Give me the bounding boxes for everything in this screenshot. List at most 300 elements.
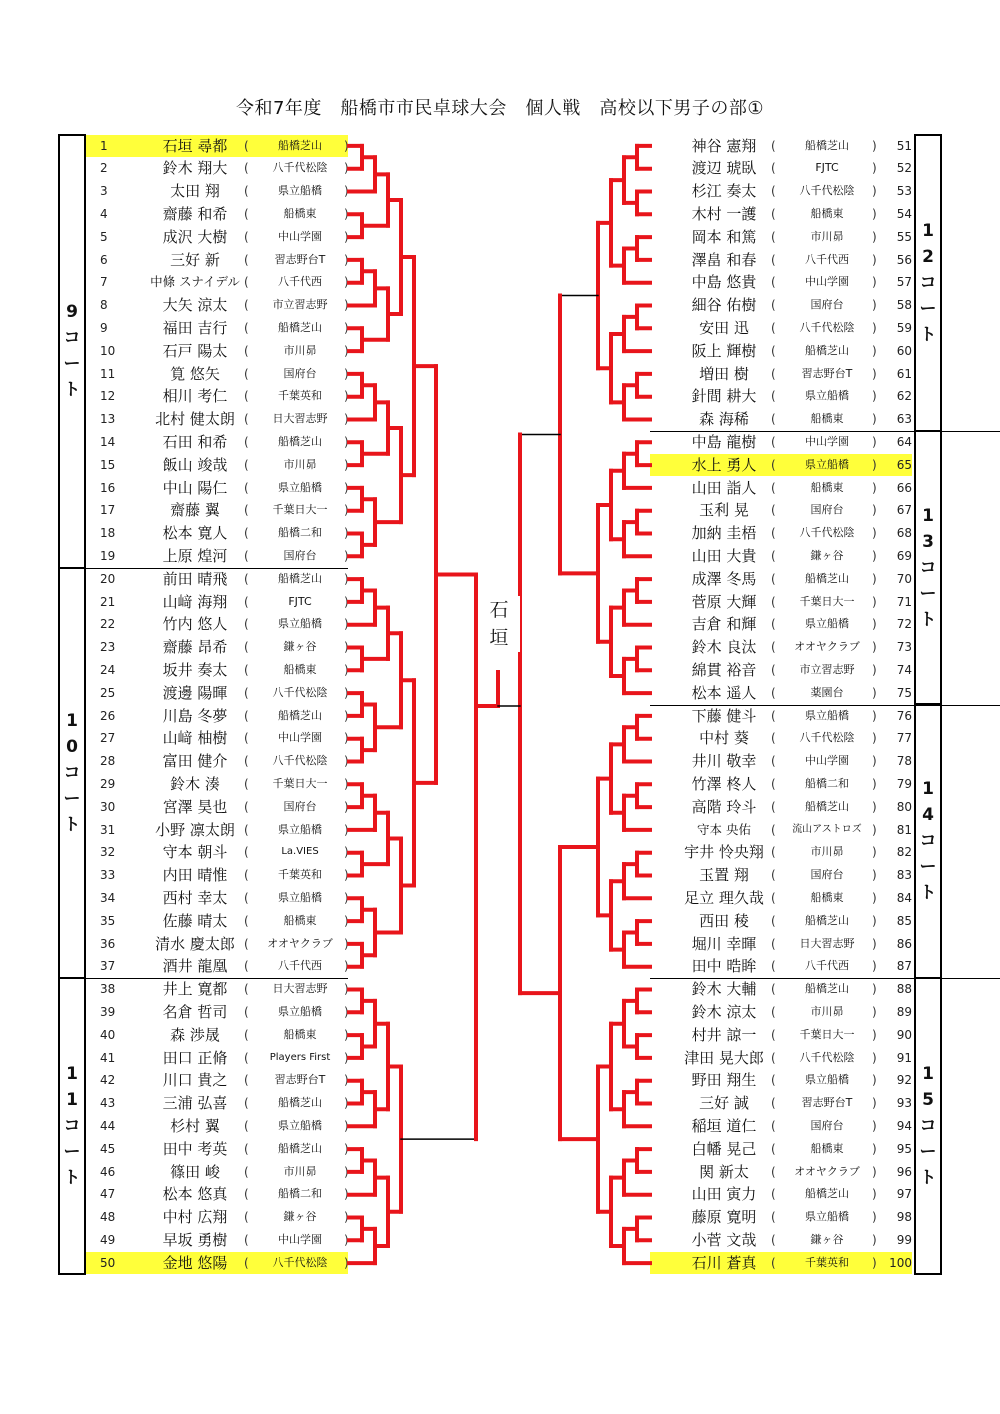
paren-close: )	[872, 1096, 877, 1111]
player-number: 45	[100, 1141, 116, 1156]
player-name: 高階 玲斗	[691, 797, 757, 816]
player-team: 県立船橋	[805, 457, 849, 471]
player-team: 中山学園	[278, 731, 322, 745]
paren-open: (	[771, 959, 776, 974]
paren-open: (	[771, 206, 776, 221]
player-team: 船橋芝山	[278, 1141, 322, 1155]
paren-close: )	[872, 1050, 877, 1065]
paren-close: )	[344, 571, 349, 586]
player-team: 習志野台T	[801, 366, 853, 380]
court-label-char: コ	[919, 557, 937, 578]
player-team: 千葉日大一	[272, 503, 328, 517]
player-name: 中村 葵	[699, 729, 749, 748]
player-name: 小野 凛太朗	[155, 820, 235, 839]
champion-label	[478, 596, 520, 652]
paren-open: (	[771, 868, 776, 883]
player-name: 山田 詣人	[691, 478, 757, 497]
player-team: 八千代西	[805, 959, 849, 973]
paren-close: )	[344, 252, 349, 267]
player-number: 6	[100, 252, 108, 267]
player-team: 船橋東	[283, 1027, 317, 1041]
player-team: 県立船橋	[805, 389, 849, 403]
player-team: オオヤクラブ	[267, 936, 333, 950]
player-name: 井川 敬幸	[691, 752, 757, 771]
player-team: 八千代松陰	[272, 161, 328, 175]
player-name: 福田 吉行	[162, 318, 228, 337]
paren-open: (	[771, 845, 776, 860]
court-label-char: ト	[63, 380, 81, 401]
player-number: 9	[100, 320, 108, 335]
court-label-char: ー	[63, 354, 81, 375]
player-team: 市川昴	[283, 457, 317, 471]
champion-char: 石	[489, 599, 509, 621]
paren-open: (	[244, 959, 249, 974]
paren-open: (	[244, 434, 249, 449]
player-team: 鎌ヶ谷	[283, 1210, 317, 1224]
player-team: 船橋東	[810, 1141, 844, 1155]
paren-open: (	[771, 594, 776, 609]
paren-close: )	[872, 320, 877, 335]
player-name: 金地 悠陽	[162, 1253, 228, 1272]
paren-open: (	[771, 1141, 776, 1156]
player-name: 関 新太	[699, 1162, 749, 1181]
player-team: 市川昴	[283, 1164, 317, 1178]
paren-close: )	[344, 389, 349, 404]
player-name: 中村 広翔	[162, 1208, 228, 1227]
player-team: 習志野台T	[274, 1073, 326, 1087]
player-number: 67	[896, 503, 912, 518]
player-name: 藤原 寛明	[691, 1208, 757, 1227]
court-label-char: 0	[66, 736, 78, 757]
paren-close: )	[344, 982, 349, 997]
player-team: 千葉日大一	[272, 776, 328, 790]
player-team: 船橋芝山	[805, 799, 849, 813]
player-name: 上原 煌河	[162, 546, 228, 565]
paren-close: )	[344, 480, 349, 495]
player-name: 稲垣 道仁	[691, 1116, 757, 1135]
paren-close: )	[872, 1255, 877, 1270]
player-number: 21	[100, 594, 116, 609]
paren-open: (	[244, 1187, 249, 1202]
player-team: 国府台	[810, 868, 844, 882]
court-label-char: 1	[922, 505, 934, 526]
player-name: 増田 樹	[699, 364, 749, 383]
player-name: 宇井 怜央翔	[684, 843, 764, 862]
paren-open: (	[244, 229, 249, 244]
paren-open: (	[771, 526, 776, 541]
player-team: 船橋二和	[278, 1187, 322, 1201]
player-number: 48	[100, 1210, 116, 1225]
paren-open: (	[244, 754, 249, 769]
player-team: La.VIES	[281, 846, 319, 858]
paren-open: (	[244, 1073, 249, 1088]
court-label-char: 1	[922, 779, 934, 800]
player-team: 船橋芝山	[805, 1187, 849, 1201]
paren-open: (	[244, 845, 249, 860]
player-number: 78	[896, 754, 912, 769]
paren-close: )	[344, 138, 349, 153]
paren-open: (	[244, 640, 249, 655]
paren-close: )	[872, 457, 877, 472]
player-name: 針間 耕大	[691, 387, 757, 406]
player-number: 42	[100, 1073, 116, 1088]
paren-open: (	[244, 480, 249, 495]
player-number: 65	[896, 457, 912, 472]
player-team: 八千代松陰	[799, 184, 855, 198]
paren-open: (	[771, 343, 776, 358]
player-name: 小菅 文哉	[691, 1230, 757, 1249]
player-number: 91	[896, 1050, 912, 1065]
player-name: 綿貫 裕音	[691, 660, 757, 679]
paren-open: (	[244, 252, 249, 267]
paren-close: )	[872, 1004, 877, 1019]
player-name: 竹内 悠人	[162, 615, 228, 634]
paren-open: (	[771, 389, 776, 404]
paren-close: )	[872, 252, 877, 267]
player-name: 野田 翔生	[691, 1071, 757, 1090]
player-number: 22	[100, 617, 116, 632]
paren-close: )	[872, 526, 877, 541]
paren-close: )	[344, 412, 349, 427]
paren-open: (	[771, 320, 776, 335]
player-number: 41	[100, 1050, 116, 1065]
paren-close: )	[344, 662, 349, 677]
paren-open: (	[771, 412, 776, 427]
paren-open: (	[244, 457, 249, 472]
player-name: 清水 慶太郎	[155, 934, 235, 953]
player-number: 97	[896, 1187, 912, 1202]
player-name: 菅原 大輝	[691, 592, 757, 611]
paren-open: (	[244, 412, 249, 427]
paren-open: (	[771, 1255, 776, 1270]
court-label-char: 1	[922, 1064, 934, 1085]
player-team: 八千代西	[278, 959, 322, 973]
player-team: 八千代西	[805, 252, 849, 266]
player-team: 市川昴	[810, 1004, 844, 1018]
paren-close: )	[872, 640, 877, 655]
paren-close: )	[344, 1073, 349, 1088]
player-team: 国府台	[810, 503, 844, 517]
paren-open: (	[771, 252, 776, 267]
paren-open: (	[244, 1232, 249, 1247]
paren-open: (	[771, 936, 776, 951]
player-number: 52	[896, 161, 912, 176]
paren-close: )	[344, 959, 349, 974]
paren-open: (	[771, 640, 776, 655]
paren-close: )	[344, 434, 349, 449]
player-number: 49	[100, 1232, 116, 1247]
paren-close: )	[872, 1073, 877, 1088]
player-name: 石川 蒼真	[691, 1253, 757, 1272]
player-name: 鈴木 大輔	[691, 980, 757, 999]
player-name: 白幡 晃己	[691, 1139, 757, 1158]
paren-close: )	[872, 913, 877, 928]
paren-close: )	[344, 206, 349, 221]
court-label-char: ト	[919, 324, 937, 345]
paren-open: (	[771, 662, 776, 677]
player-name: 佐藤 晴太	[162, 911, 228, 930]
page-title: 令和7年度 船橋市市民卓球大会 個人戦 高校以下男子の部①	[235, 98, 765, 119]
player-number: 37	[100, 959, 116, 974]
paren-open: (	[771, 298, 776, 313]
player-number: 88	[896, 982, 912, 997]
player-number: 71	[896, 594, 912, 609]
paren-open: (	[244, 1118, 249, 1133]
paren-open: (	[244, 890, 249, 905]
player-number: 17	[100, 503, 116, 518]
court-label-char: ト	[63, 814, 81, 835]
player-number: 89	[896, 1004, 912, 1019]
player-number: 2	[100, 161, 108, 176]
player-team: オオヤクラブ	[794, 640, 860, 654]
player-number: 79	[896, 776, 912, 791]
player-number: 56	[896, 252, 912, 267]
paren-open: (	[771, 503, 776, 518]
player-team: 市川昴	[810, 229, 844, 243]
paren-open: (	[771, 1187, 776, 1202]
paren-close: )	[344, 1096, 349, 1111]
player-name: 守本 央佑	[697, 821, 751, 837]
player-team: 千葉英和	[278, 868, 322, 882]
player-name: 山田 寅力	[691, 1185, 757, 1204]
paren-open: (	[771, 434, 776, 449]
paren-open: (	[771, 480, 776, 495]
player-number: 61	[896, 366, 912, 381]
player-number: 70	[896, 571, 912, 586]
paren-close: )	[344, 298, 349, 313]
player-number: 1	[100, 138, 108, 153]
player-name: 齋藤 和希	[162, 204, 228, 223]
paren-open: (	[771, 457, 776, 472]
player-team: 市立習志野	[272, 298, 328, 312]
court-label-char: ト	[919, 1168, 937, 1189]
player-name: 富田 健介	[162, 752, 228, 771]
player-team: 船橋芝山	[278, 434, 322, 448]
player-name: 中條 スナイデル	[150, 274, 240, 290]
player-team: 船橋芝山	[278, 1096, 322, 1110]
player-team: 船橋芝山	[805, 571, 849, 585]
paren-close: )	[872, 298, 877, 313]
player-name: 篠田 峻	[170, 1162, 220, 1181]
paren-close: )	[872, 1232, 877, 1247]
paren-open: (	[244, 822, 249, 837]
player-team: 中山学園	[278, 1232, 322, 1246]
paren-open: (	[244, 594, 249, 609]
paren-close: )	[872, 731, 877, 746]
player-team: 県立船橋	[278, 1004, 322, 1018]
paren-close: )	[344, 731, 349, 746]
player-number: 43	[100, 1096, 116, 1111]
paren-close: )	[872, 890, 877, 905]
player-number: 18	[100, 526, 116, 541]
court-label-char: 9	[66, 302, 78, 323]
player-team: 県立船橋	[278, 184, 322, 198]
paren-close: )	[872, 389, 877, 404]
paren-close: )	[872, 822, 877, 837]
paren-close: )	[344, 799, 349, 814]
player-team: 八千代松陰	[799, 320, 855, 334]
player-name: 田口 正脩	[162, 1048, 228, 1067]
paren-open: (	[244, 343, 249, 358]
paren-close: )	[344, 503, 349, 518]
player-number: 29	[100, 776, 116, 791]
player-name: 森 渉晟	[170, 1025, 220, 1044]
player-name: 松本 遥人	[691, 683, 757, 702]
player-team: 国府台	[810, 1118, 844, 1132]
player-number: 47	[100, 1187, 116, 1202]
player-team: 習志野台T	[274, 252, 326, 266]
paren-close: )	[872, 708, 877, 723]
player-team: 船橋芝山	[278, 708, 322, 722]
player-name: 名倉 哲司	[162, 1002, 228, 1021]
player-name: 太田 翔	[170, 182, 220, 201]
paren-close: )	[872, 138, 877, 153]
player-number: 8	[100, 298, 108, 313]
paren-close: )	[872, 1210, 877, 1225]
paren-open: (	[771, 617, 776, 632]
paren-open: (	[244, 298, 249, 313]
player-name: 細谷 佑樹	[691, 296, 757, 315]
player-number: 35	[100, 913, 116, 928]
paren-close: )	[344, 594, 349, 609]
player-name: 石垣 尋都	[162, 136, 228, 155]
player-number: 36	[100, 936, 116, 951]
player-name: 井上 寛都	[162, 980, 228, 999]
court-label-char: コ	[919, 1116, 937, 1137]
player-team: 船橋芝山	[278, 571, 322, 585]
paren-close: )	[344, 161, 349, 176]
player-name: 山田 大貴	[691, 546, 757, 565]
player-name: 鈴木 良汰	[691, 638, 757, 657]
paren-close: )	[872, 1141, 877, 1156]
player-number: 81	[896, 822, 912, 837]
paren-close: )	[872, 1187, 877, 1202]
player-number: 32	[100, 845, 116, 860]
paren-close: )	[872, 617, 877, 632]
court-label-char: コ	[63, 328, 81, 349]
paren-close: )	[344, 685, 349, 700]
player-number: 98	[896, 1210, 912, 1225]
player-name: 前田 晴飛	[162, 569, 228, 588]
player-name: 杉村 翼	[170, 1116, 220, 1135]
court-label-char: ー	[919, 857, 937, 878]
player-team: 船橋芝山	[805, 138, 849, 152]
player-name: 山﨑 海翔	[162, 592, 228, 611]
player-name: 川島 冬夢	[162, 706, 228, 725]
paren-open: (	[771, 890, 776, 905]
player-team: 八千代西	[278, 275, 322, 289]
paren-open: (	[244, 1004, 249, 1019]
player-number: 7	[100, 275, 108, 290]
player-name: 森 海稀	[699, 410, 749, 429]
paren-open: (	[771, 822, 776, 837]
paren-close: )	[344, 366, 349, 381]
player-number: 51	[896, 138, 912, 153]
paren-close: )	[344, 1141, 349, 1156]
paren-close: )	[344, 457, 349, 472]
player-number: 84	[896, 890, 912, 905]
player-number: 53	[896, 184, 912, 199]
paren-open: (	[771, 799, 776, 814]
paren-close: )	[872, 776, 877, 791]
paren-close: )	[872, 366, 877, 381]
paren-close: )	[872, 571, 877, 586]
player-number: 20	[100, 571, 116, 586]
player-team: 船橋東	[810, 890, 844, 904]
player-team: 日大習志野	[799, 936, 855, 950]
player-number: 27	[100, 731, 116, 746]
player-name: 竹澤 柊人	[691, 774, 757, 793]
paren-open: (	[771, 1027, 776, 1042]
paren-close: )	[344, 343, 349, 358]
player-team: 日大習志野	[272, 982, 328, 996]
player-number: 62	[896, 389, 912, 404]
player-name: 相川 考仁	[162, 387, 228, 406]
player-number: 19	[100, 548, 116, 563]
paren-close: )	[872, 206, 877, 221]
paren-open: (	[244, 1210, 249, 1225]
paren-close: )	[872, 1027, 877, 1042]
player-number: 46	[100, 1164, 116, 1179]
player-team: 船橋東	[810, 206, 844, 220]
paren-close: )	[872, 662, 877, 677]
player-name: 中山 陽仁	[162, 478, 228, 497]
player-team: 県立船橋	[805, 1210, 849, 1224]
paren-open: (	[244, 617, 249, 632]
player-team: 中山学園	[278, 229, 322, 243]
paren-close: )	[344, 708, 349, 723]
player-number: 57	[896, 275, 912, 290]
player-team: 県立船橋	[805, 617, 849, 631]
paren-close: )	[872, 548, 877, 563]
paren-close: )	[872, 799, 877, 814]
paren-close: )	[344, 1187, 349, 1202]
player-number: 38	[100, 982, 116, 997]
player-team: 千葉日大一	[799, 594, 855, 608]
paren-close: )	[344, 868, 349, 883]
player-team: 日大習志野	[272, 412, 328, 426]
player-number: 96	[896, 1164, 912, 1179]
court-label-char: ー	[919, 298, 937, 319]
player-name: 澤畠 和春	[691, 250, 757, 269]
player-name: 成澤 冬馬	[691, 569, 757, 588]
court-label-char: 1	[922, 220, 934, 241]
player-team: 鎌ヶ谷	[810, 548, 844, 562]
player-number: 4	[100, 206, 108, 221]
paren-close: )	[344, 1050, 349, 1065]
paren-close: )	[344, 617, 349, 632]
paren-open: (	[244, 138, 249, 153]
player-team: 船橋芝山	[805, 982, 849, 996]
player-number: 83	[896, 868, 912, 883]
player-number: 94	[896, 1118, 912, 1133]
paren-open: (	[244, 275, 249, 290]
paren-open: (	[771, 184, 776, 199]
player-number: 28	[100, 754, 116, 769]
paren-close: )	[344, 890, 349, 905]
paren-open: (	[244, 206, 249, 221]
paren-close: )	[872, 982, 877, 997]
player-name: 川口 貴之	[162, 1071, 228, 1090]
paren-close: )	[872, 959, 877, 974]
paren-close: )	[344, 184, 349, 199]
player-name: 吉倉 和輝	[691, 615, 757, 634]
player-team: 船橋二和	[805, 776, 849, 790]
player-number: 25	[100, 685, 116, 700]
court-label-char: 1	[66, 1090, 78, 1111]
player-team: 船橋東	[283, 206, 317, 220]
player-name: 大矢 涼太	[162, 296, 228, 315]
